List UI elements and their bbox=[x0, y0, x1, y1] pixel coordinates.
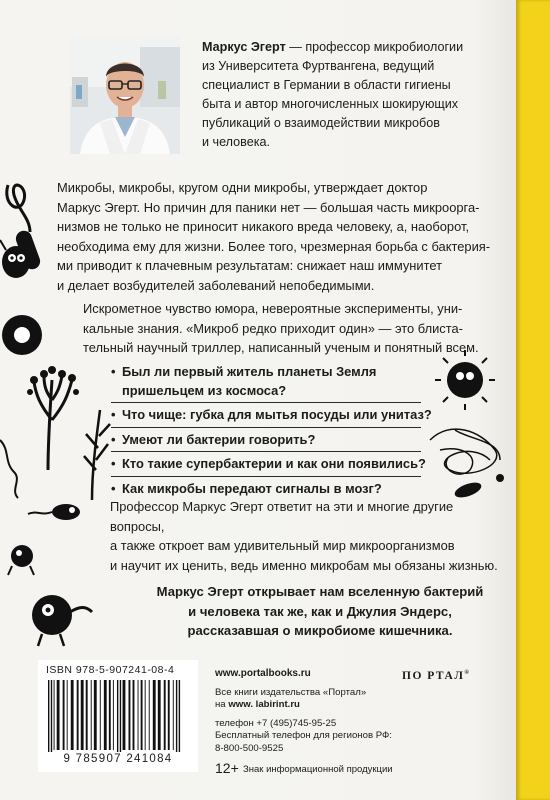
barcode-bar bbox=[54, 680, 55, 750]
bullet: • bbox=[111, 364, 116, 379]
question-item bbox=[111, 431, 441, 450]
bullet: • bbox=[111, 407, 116, 422]
publisher-phone: телефон +7 (495)745-95-25 bbox=[215, 717, 337, 729]
barcode-bar bbox=[94, 680, 97, 750]
bio-line-2: из Университета Фуртвангена, ведущий bbox=[202, 59, 435, 73]
question-divider bbox=[111, 451, 421, 452]
closing-line: Маркус Эгерт открывает нам вселенную бактерий bbox=[156, 584, 484, 599]
question-item bbox=[111, 480, 441, 499]
barcode-bar bbox=[117, 680, 118, 752]
bullet: • bbox=[111, 431, 116, 447]
barcode-bar bbox=[100, 680, 101, 750]
closing-line: и человека так же, как и Джулия Эндерс, bbox=[188, 603, 452, 619]
question-item bbox=[111, 406, 441, 425]
question-divider bbox=[111, 427, 421, 428]
question-divider bbox=[111, 402, 421, 403]
p3-line: и научит их ценить, ведь именно микробам мы обязаны жизнью. bbox=[110, 557, 498, 573]
p1-line: низмов не только не приносит никакого вреда человеку, а, наоборот, bbox=[57, 219, 470, 235]
publisher-free-phone: 8-800-500-9525 bbox=[215, 742, 284, 754]
bio-line-1: — профессор микробиологии bbox=[285, 40, 464, 54]
question-item bbox=[111, 363, 441, 400]
publisher-line2-site: www. labirint.ru bbox=[228, 699, 300, 710]
barcode-bar bbox=[173, 680, 174, 750]
p2-line: Искрометное чувство юмора, невероятные эксперименты, уни- bbox=[83, 301, 463, 316]
barcode-bar bbox=[104, 680, 107, 750]
question-text: Был ли первый житель планеты Земля bbox=[122, 364, 377, 379]
book-spine bbox=[516, 0, 550, 800]
closing-statement bbox=[125, 582, 515, 641]
barcode-bar bbox=[164, 680, 166, 750]
barcode-bar bbox=[77, 680, 79, 750]
p3-line: Профессор Маркус Эгерт ответит на эти и многие другие вопросы, bbox=[110, 499, 454, 534]
author-name: Маркус Эгерт bbox=[202, 40, 286, 54]
p2-line: кальные знания. «Микроб редко приходит один» — это блиста- bbox=[83, 320, 463, 336]
p1-line: Микробы, микробы, кругом одни микробы, утверждает доктор bbox=[57, 180, 428, 195]
bullet: • bbox=[111, 456, 116, 471]
publisher-free-line: Бесплатный телефон для регионов РФ: bbox=[215, 730, 392, 741]
barcode-bar bbox=[91, 680, 92, 750]
p1-line: Маркус Эгерт. Но причин для паники нет — большая часть микроорга- bbox=[57, 199, 480, 215]
barcode-bar bbox=[67, 680, 68, 750]
barcode-bar bbox=[141, 680, 143, 750]
bio-line-5: публикаций о взаимодействии микробов bbox=[202, 116, 440, 130]
barcode-digits: 9 785907 241084 bbox=[63, 753, 173, 765]
barcode-bar bbox=[133, 680, 135, 750]
publisher-logo bbox=[402, 670, 470, 682]
question-list bbox=[111, 363, 441, 498]
question-text: Как микробы передают сигналы в мозг? bbox=[122, 480, 382, 496]
barcode-bar bbox=[176, 680, 177, 752]
barcode-bar bbox=[51, 680, 52, 752]
barcode-bar bbox=[123, 680, 126, 750]
publisher-info bbox=[215, 668, 415, 755]
age-rating: 12+ bbox=[215, 760, 239, 776]
barcode-bar bbox=[129, 680, 131, 750]
barcode-bar bbox=[81, 680, 84, 750]
bio-line-6: и человека. bbox=[202, 135, 271, 149]
barcode-bar bbox=[138, 680, 139, 750]
p1-line: необходима ему для жизни. Более того, чрезмерная борьба с бактерия- bbox=[57, 238, 491, 254]
logo-reg: ® bbox=[464, 670, 471, 677]
barcode-bar bbox=[113, 680, 114, 750]
barcode-bar bbox=[57, 680, 60, 750]
closing-line: рассказавшая о микробиоме кишечника. bbox=[187, 623, 453, 639]
barcode-block bbox=[38, 660, 198, 772]
publisher-site: www.portalbooks.ru bbox=[215, 668, 311, 679]
question-divider bbox=[111, 476, 421, 477]
publisher-line1: Все книги издательства «Портал» bbox=[215, 686, 367, 698]
author-photo bbox=[70, 37, 180, 154]
p3-line: а также откроет вам удивительный мир микроорганизмов bbox=[110, 538, 455, 554]
p2-line: тельный научный триллер, написанный ученым и понятный всем. bbox=[83, 340, 479, 356]
barcode-bar bbox=[158, 680, 161, 750]
barcode-bar bbox=[120, 680, 121, 752]
bullet: • bbox=[111, 480, 116, 496]
intro-paragraph bbox=[57, 178, 507, 296]
p1-line: и делает возбудителей заболеваний непобедимыми. bbox=[57, 277, 375, 293]
question-text: Кто такие супербактерии и как они появились? bbox=[122, 456, 426, 471]
answers-paragraph bbox=[110, 497, 510, 575]
question-text: Что чище: губка для мытья посуды или унитаз? bbox=[122, 407, 432, 422]
barcode-bar bbox=[109, 680, 111, 750]
barcode-bar bbox=[149, 680, 150, 750]
question-text: пришельцем из космоса? bbox=[122, 382, 287, 398]
bio-line-3: специалист в Германии в области гигиены bbox=[202, 78, 451, 92]
barcode-bar bbox=[153, 680, 156, 750]
barcode-bar bbox=[86, 680, 88, 750]
barcode-bar bbox=[179, 680, 180, 752]
barcode-bar bbox=[71, 680, 74, 750]
isbn-label: ISBN 978-5-907241-08-4 bbox=[46, 664, 175, 676]
bio-line-4: быта и автор многочисленных шокирующих bbox=[202, 97, 459, 111]
barcode-bar bbox=[145, 680, 146, 750]
question-item bbox=[111, 455, 441, 474]
p1-line: ми приводит к плачевным результатам: снижает наш иммунитет bbox=[57, 258, 443, 274]
author-bio bbox=[202, 38, 502, 152]
logo-text: ПО РТАЛ bbox=[402, 670, 465, 682]
barcode-bar bbox=[63, 680, 65, 750]
age-rating-note: Знак информационной продукции bbox=[243, 764, 393, 775]
barcode-bar bbox=[168, 680, 170, 750]
barcode-icon bbox=[46, 680, 192, 752]
question-text: Умеют ли бактерии говорить? bbox=[122, 431, 316, 447]
humor-paragraph bbox=[83, 299, 508, 358]
publisher-line2-prefix: на bbox=[215, 699, 229, 710]
barcode-bar bbox=[48, 680, 49, 752]
